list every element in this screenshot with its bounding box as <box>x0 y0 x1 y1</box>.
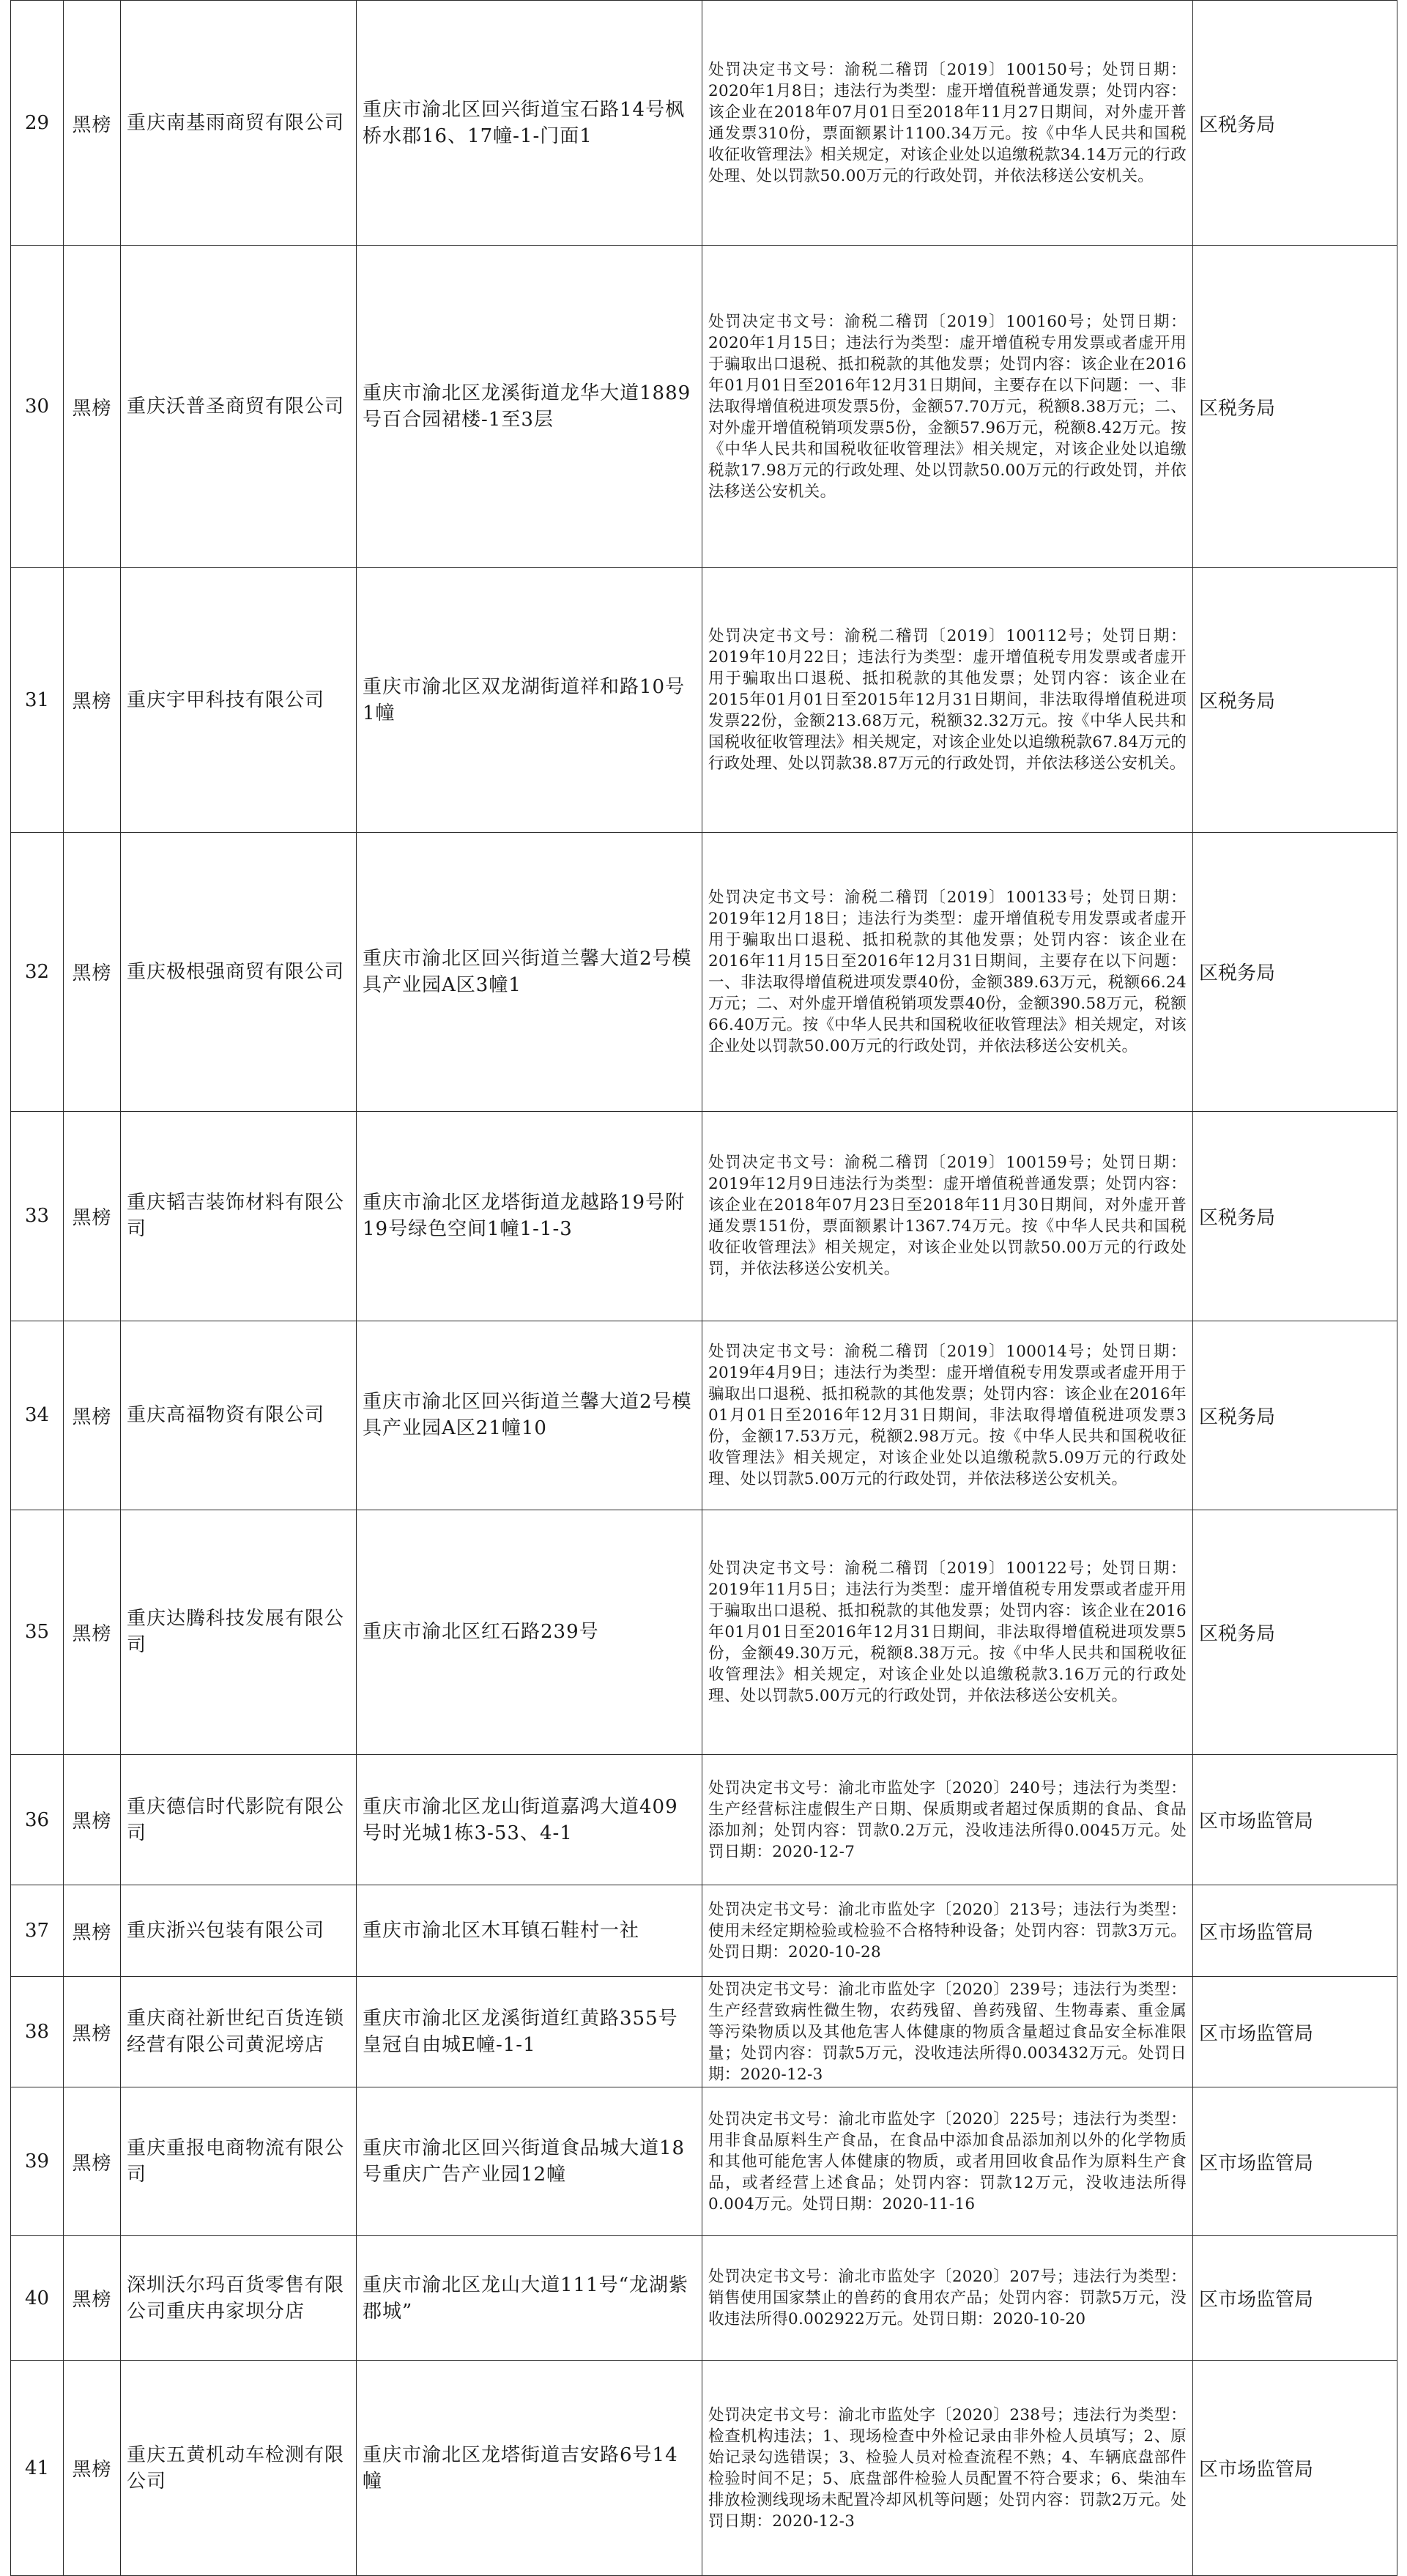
company-name: 重庆极根强商贸有限公司 <box>121 832 357 1111</box>
row-number: 40 <box>11 2235 64 2360</box>
penalty-detail: 处罚决定书文号：渝北市监处字〔2020〕213号；违法行为类型：使用未经定期检验或检验不合格特种设备；处罚内容：罚款3万元。处罚日期：2020-10-28 <box>702 1885 1193 1977</box>
row-number: 33 <box>11 1111 64 1321</box>
table-row <box>11 1510 1397 1754</box>
list-type: 黑榜 <box>64 2361 121 2576</box>
company-address: 重庆市渝北区回兴街道兰馨大道2号模具产业园A区3幢1 <box>357 832 702 1111</box>
company-name: 重庆德信时代影院有限公司 <box>121 1754 357 1885</box>
penalty-detail: 处罚决定书文号：渝北市监处字〔2020〕207号；违法行为类型：销售使用国家禁止的兽药的食用农产品；处罚内容：罚款5万元，没收违法所得0.002922万元。处罚日期：2020-10-20 <box>702 2235 1193 2360</box>
row-number: 41 <box>11 2361 64 2576</box>
company-address: 重庆市渝北区回兴街道宝石路14号枫桥水郡16、17幢-1-门面1 <box>357 1 702 246</box>
blacklist-table <box>10 0 1397 2576</box>
row-number: 29 <box>11 1 64 246</box>
list-type: 黑榜 <box>64 1510 121 1754</box>
company-address: 重庆市渝北区双龙湖街道祥和路10号1幢 <box>357 568 702 832</box>
penalty-detail: 处罚决定书文号：渝北市监处字〔2020〕239号；违法行为类型：生产经营致病性微生物，农药残留、兽药残留、生物毒素、重金属等污染物质以及其他危害人体健康的物质含量超过食品安全标准限量；处罚内容：罚款5万元，没收违法所得0.003432万元。处罚日期：2020-12-3 <box>702 1976 1193 2087</box>
penalty-detail: 处罚决定书文号：渝北市监处字〔2020〕240号；违法行为类型：生产经营标注虚假生产日期、保质期或者超过保质期的食品、食品添加剂；处罚内容：罚款0.2万元，没收违法所得0.0045万元。处罚日期：2020-12-7 <box>702 1754 1193 1885</box>
table-body <box>11 1 1397 2576</box>
table-row <box>11 2235 1397 2360</box>
list-type: 黑榜 <box>64 1976 121 2087</box>
issuing-department: 区市场监管局 <box>1193 1754 1397 1885</box>
issuing-department: 区税务局 <box>1193 568 1397 832</box>
company-name: 重庆沃普圣商贸有限公司 <box>121 246 357 568</box>
penalty-detail: 处罚决定书文号：渝税二稽罚〔2019〕100150号；处罚日期：2020年1月8日；违法行为类型：虚开增值税普通发票；处罚内容：该企业在2018年07月01日至2018年11月27日期间，对外虚开普通发票310份，票面额累计1100.34万元。按《中华人民共和国税收征收管理法》相关规定，对该企业处以追缴税款34.14万元的行政处理、处以罚款50.00万元的行政处罚，并依法移送公安机关。 <box>702 1 1193 246</box>
list-type: 黑榜 <box>64 1885 121 1977</box>
row-number: 34 <box>11 1321 64 1510</box>
company-address: 重庆市渝北区回兴街道食品城大道18号重庆广告产业园12幢 <box>357 2087 702 2235</box>
issuing-department: 区市场监管局 <box>1193 2235 1397 2360</box>
list-type: 黑榜 <box>64 568 121 832</box>
penalty-detail: 处罚决定书文号：渝税二稽罚〔2019〕100159号；处罚日期：2019年12月9日违法行为类型：虚开增值税普通发票；处罚内容：该企业在2018年07月23日至2018年11月30日期间，对外虚开普通发票151份，票面额累计1367.74万元。按《中华人民共和国税收征收管理法》相关规定，对该企业处以罚款50.00万元的行政处罚，并依法移送公安机关。 <box>702 1111 1193 1321</box>
company-address: 重庆市渝北区龙溪街道龙华大道1889号百合园裙楼-1至3层 <box>357 246 702 568</box>
table-row <box>11 1754 1397 1885</box>
issuing-department: 区市场监管局 <box>1193 2361 1397 2576</box>
issuing-department: 区市场监管局 <box>1193 1885 1397 1977</box>
company-name: 重庆五黄机动车检测有限公司 <box>121 2361 357 2576</box>
list-type: 黑榜 <box>64 832 121 1111</box>
penalty-detail: 处罚决定书文号：渝税二稽罚〔2019〕100122号；处罚日期：2019年11月5日；违法行为类型：虚开增值税专用发票或者虚开用于骗取出口退税、抵扣税款的其他发票；处罚内容：该企业在2016年01月01日至2016年12月31日期间，非法取得增值税进项发票5份，金额49.30万元，税额8.38万元。按《中华人民共和国税收征收管理法》相关规定，对该企业处以追缴税款3.16万元的行政处理、处以罚款5.00万元的行政处罚，并依法移送公安机关。 <box>702 1510 1193 1754</box>
company-name: 重庆达腾科技发展有限公司 <box>121 1510 357 1754</box>
penalty-detail: 处罚决定书文号：渝税二稽罚〔2019〕100160号；处罚日期：2020年1月15日；违法行为类型：虚开增值税专用发票或者虚开用于骗取出口退税、抵扣税款的其他发票；处罚内容：该企业在2016年01月01日至2016年12月31日期间，主要存在以下问题：一、非法取得增值税进项发票5份，金额57.70万元，税额8.38万元；二、对外虚开增值税销项发票5份，金额57.96万元，税额8.42万元。按《中华人民共和国税收征收管理法》相关规定，对该企业处以追缴税款17.98万元的行政处理、处以罚款50.00万元的行政处罚，并依法移送公安机关。 <box>702 246 1193 568</box>
company-address: 重庆市渝北区木耳镇石鞋村一社 <box>357 1885 702 1977</box>
company-name: 深圳沃尔玛百货零售有限公司重庆冉家坝分店 <box>121 2235 357 2360</box>
company-name: 重庆重报电商物流有限公司 <box>121 2087 357 2235</box>
company-address: 重庆市渝北区龙塔街道吉安路6号14幢 <box>357 2361 702 2576</box>
row-number: 30 <box>11 246 64 568</box>
list-type: 黑榜 <box>64 246 121 568</box>
row-number: 37 <box>11 1885 64 1977</box>
company-address: 重庆市渝北区龙塔街道龙越路19号附19号绿色空间1幢1-1-3 <box>357 1111 702 1321</box>
row-number: 39 <box>11 2087 64 2235</box>
table-row <box>11 1 1397 246</box>
penalty-detail: 处罚决定书文号：渝税二稽罚〔2019〕100112号；处罚日期：2019年10月22日；违法行为类型：虚开增值税专用发票或者虚开用于骗取出口退税、抵扣税款的其他发票；处罚内容：该企业在2015年01月01日至2015年12月31日期间，非法取得增值税进项发票22份，金额213.68万元，税额32.32万元。按《中华人民共和国税收征收管理法》相关规定，对该企业处以追缴税款67.84万元的行政处理、处以罚款38.87万元的行政处罚，并依法移送公安机关。 <box>702 568 1193 832</box>
table-row <box>11 2361 1397 2576</box>
company-name: 重庆浙兴包装有限公司 <box>121 1885 357 1977</box>
row-number: 38 <box>11 1976 64 2087</box>
table-row <box>11 832 1397 1111</box>
company-name: 重庆韬吉装饰材料有限公司 <box>121 1111 357 1321</box>
company-address: 重庆市渝北区龙山街道嘉鸿大道409号时光城1栋3-53、4-1 <box>357 1754 702 1885</box>
penalty-detail: 处罚决定书文号：渝税二稽罚〔2019〕100133号；处罚日期：2019年12月18日；违法行为类型：虚开增值税专用发票或者虚开用于骗取出口退税、抵扣税款的其他发票；处罚内容：该企业在2016年11月15日至2016年12月31日期间，主要存在以下问题：一、非法取得增值税进项发票40份，金额389.63万元，税额66.24万元；二、对外虚开增值税销项发票40份，金额390.58万元，税额66.40万元。按《中华人民共和国税收征收管理法》相关规定，对该企业处以罚款50.00万元的行政处罚，并依法移送公安机关。 <box>702 832 1193 1111</box>
company-name: 重庆高福物资有限公司 <box>121 1321 357 1510</box>
row-number: 31 <box>11 568 64 832</box>
issuing-department: 区市场监管局 <box>1193 2087 1397 2235</box>
list-type: 黑榜 <box>64 2087 121 2235</box>
issuing-department: 区税务局 <box>1193 1111 1397 1321</box>
issuing-department: 区税务局 <box>1193 1510 1397 1754</box>
issuing-department: 区税务局 <box>1193 832 1397 1111</box>
penalty-detail: 处罚决定书文号：渝税二稽罚〔2019〕100014号；处罚日期：2019年4月9日；违法行为类型：虚开增值税专用发票或者虚开用于骗取出口退税、抵扣税款的其他发票；处罚内容：该企业在2016年01月01日至2016年12月31日期间，非法取得增值税进项发票3份，金额17.53万元，税额2.98万元。按《中华人民共和国税收征收管理法》相关规定，对该企业处以追缴税款5.09万元的行政处理、处以罚款5.00万元的行政处罚，并依法移送公安机关。 <box>702 1321 1193 1510</box>
list-type: 黑榜 <box>64 1 121 246</box>
row-number: 32 <box>11 832 64 1111</box>
issuing-department: 区税务局 <box>1193 1321 1397 1510</box>
company-address: 重庆市渝北区龙山大道111号“龙湖紫郡城” <box>357 2235 702 2360</box>
table-row <box>11 568 1397 832</box>
table-row <box>11 1885 1397 1977</box>
company-address: 重庆市渝北区回兴街道兰馨大道2号模具产业园A区21幢10 <box>357 1321 702 1510</box>
penalty-detail: 处罚决定书文号：渝北市监处字〔2020〕225号；违法行为类型：用非食品原料生产食品，在食品中添加食品添加剂以外的化学物质和其他可能危害人体健康的物质，或者用回收食品作为原料生产食品，或者经营上述食品；处罚内容：罚款12万元，没收违法所得0.004万元。处罚日期：2020-11-16 <box>702 2087 1193 2235</box>
company-address: 重庆市渝北区红石路239号 <box>357 1510 702 1754</box>
penalty-detail: 处罚决定书文号：渝北市监处字〔2020〕238号；违法行为类型：检查机构违法；1、现场检查中外检记录由非外检人员填写；2、原始记录勾选错误；3、检验人员对检查流程不熟；4、车辆底盘部件检验时间不足；5、底盘部件检验人员配置不符合要求；6、柴油车排放检测线现场未配置冷却风机等问题；处罚内容：罚款2万元。处罚日期：2020-12-3 <box>702 2361 1193 2576</box>
table-row <box>11 1976 1397 2087</box>
company-name: 重庆商社新世纪百货连锁经营有限公司黄泥塝店 <box>121 1976 357 2087</box>
issuing-department: 区税务局 <box>1193 246 1397 568</box>
table-row <box>11 1321 1397 1510</box>
table-row <box>11 2087 1397 2235</box>
row-number: 36 <box>11 1754 64 1885</box>
company-name: 重庆宇甲科技有限公司 <box>121 568 357 832</box>
row-number: 35 <box>11 1510 64 1754</box>
company-address: 重庆市渝北区龙溪街道红黄路355号皇冠自由城E幢-1-1 <box>357 1976 702 2087</box>
table-row <box>11 246 1397 568</box>
issuing-department: 区税务局 <box>1193 1 1397 246</box>
list-type: 黑榜 <box>64 1111 121 1321</box>
company-name: 重庆南基雨商贸有限公司 <box>121 1 357 246</box>
table-row <box>11 1111 1397 1321</box>
list-type: 黑榜 <box>64 2235 121 2360</box>
list-type: 黑榜 <box>64 1754 121 1885</box>
issuing-department: 区市场监管局 <box>1193 1976 1397 2087</box>
list-type: 黑榜 <box>64 1321 121 1510</box>
